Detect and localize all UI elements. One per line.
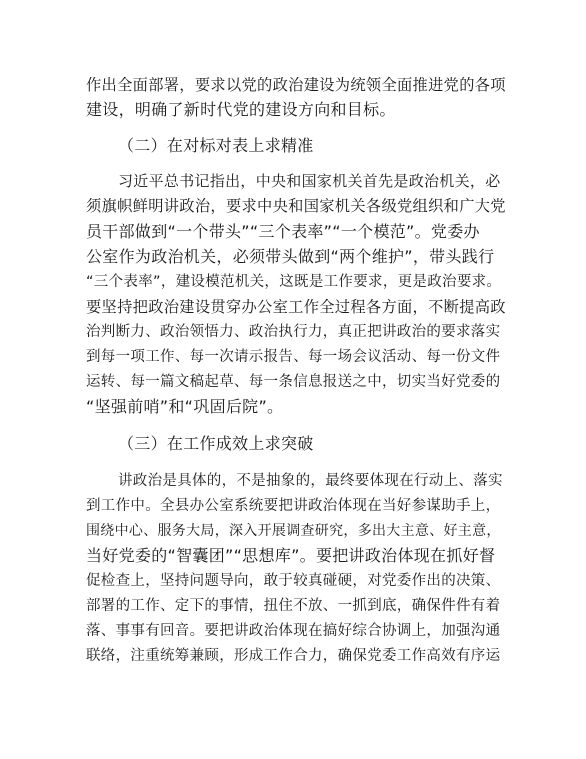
body-text-line: 到每一项工作、每一次请示报告、每一场会议活动、每一份文件: [86, 349, 501, 365]
body-text-line: 落、事事有回音。要把讲政治体现在搞好综合协调上，加强沟通: [86, 623, 501, 639]
body-text-line: 促检查上，坚持问题导向，敢于较真碰硬，对党委作出的决策、: [86, 573, 501, 589]
body-text-line: “三个表率”，建设模范机关，这既是工作要求，更是政治要求。: [86, 274, 502, 290]
body-text-line: “坚强前哨”和“巩固后院”。: [86, 397, 284, 416]
body-text-line: 当好党委的“智囊团”“思想库”。要把讲政治体现在抓好督: [86, 546, 496, 565]
body-text-line: 围绕中心、服务大局，深入开展调查研究，多出大主意、好主意，: [86, 523, 501, 539]
body-text-line: 治判断力、政治领悟力、政治执行力，真正把讲政治的要求落实: [86, 324, 501, 340]
body-text-line: 须旗帜鲜明讲政治，要求中央和国家机关各级党组织和广大党: [86, 197, 506, 215]
body-text-line: 公室作为政治机关，必须带头做到“两个维护”，带头践行: [86, 247, 495, 266]
body-text-line: 部署的工作、定下的事情，扭住不放、一抓到底，确保件件有着: [86, 598, 501, 614]
body-text-line: 运转、每一篇文稿起草、每一条信息报送之中，切实当好党委的: [86, 374, 501, 390]
body-text-line: 建设，明确了新时代党的建设方向和目标。: [86, 100, 396, 119]
body-text-line: 联络，注重统筹兼顾，形成工作合力，确保党委工作高效有序运: [86, 648, 501, 664]
body-text-line: 讲政治是具体的，不是抽象的，最终要体现在行动上、落实: [118, 473, 503, 489]
section-heading: （二）在对标对表上求精准: [118, 136, 314, 155]
body-text-line: 习近平总书记指出，中央和国家机关首先是政治机关，必: [118, 172, 501, 190]
body-text-line: 作出全面部署，要求以党的政治建设为统领全面推进党的各项: [86, 76, 506, 94]
body-text-line: 员干部做到“一个带头”“三个表率”“一个模范”。党委办: [86, 222, 480, 241]
body-text-line: 到工作中。全县办公室系统要把讲政治体现在当好参谋助手上，: [86, 498, 501, 514]
body-text-line: 要坚持把政治建设贯穿办公室工作全过程各方面，不断提高政: [86, 298, 506, 316]
section-heading: （三）在工作成效上求突破: [118, 434, 314, 453]
